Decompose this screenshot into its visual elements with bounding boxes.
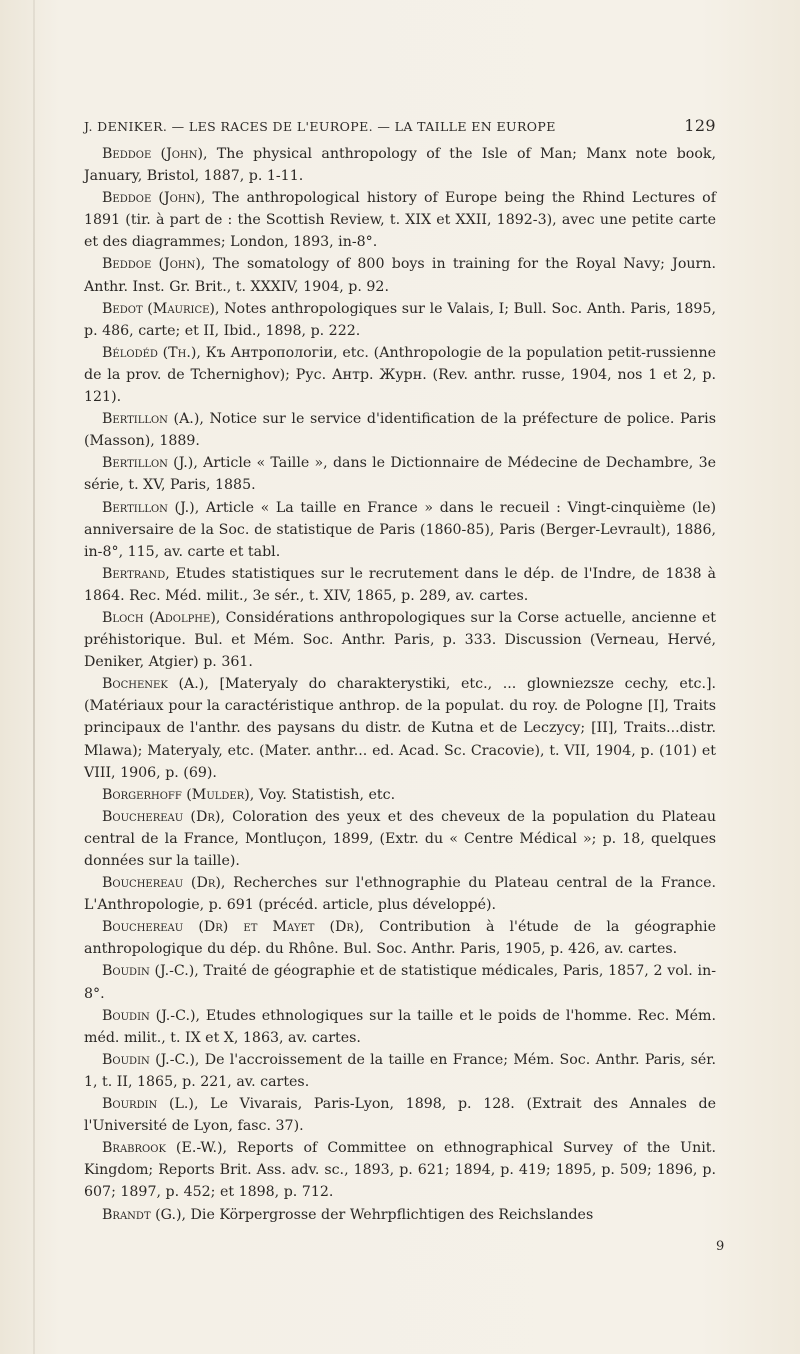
bibliography-entry xyxy=(84,452,716,496)
entry-author: Bélodéd (Th.), xyxy=(102,344,201,361)
bibliography-entry xyxy=(84,1137,716,1203)
bibliography-entry xyxy=(84,872,716,916)
binding-shadow xyxy=(33,0,35,1354)
bibliography-entry xyxy=(84,1093,716,1137)
entry-author: Bochenek (A.), xyxy=(102,676,209,693)
bibliography-entry xyxy=(84,497,716,563)
entry-text: The physical anthropology of the Isle of Man; Manx note book, January, Bristol, 1887, p. 1-11. xyxy=(84,146,716,185)
entry-text: De l'accroissement de la taille en France; Mém. Soc. Anthr. Paris, sér. 1, t. II, 1865, p. 221, av. cartes. xyxy=(84,1051,716,1090)
bibliography-entry xyxy=(84,784,716,806)
running-header xyxy=(84,116,716,138)
entry-text: Considérations anthropologiques sur la Corse actuelle, ancienne et préhistorique. Bul. et Mém. Soc. Anthr. Paris, p. 333. Discussion (Verneau, Hervé, Deniker, Atgier) p. 361. xyxy=(84,609,716,671)
entry-text: Etudes statistiques sur le recrutement dans le dép. de l'Indre, de 1838 à 1864. Rec. Méd. milit., 3e sér., t. XIV, 1865, p. 289, av. cartes. xyxy=(84,565,716,604)
bibliography-entry xyxy=(84,143,716,187)
entry-author: Bouchereau (Dr) et Mayet (Dr), xyxy=(102,919,365,936)
bibliography-entry xyxy=(84,1049,716,1093)
entry-text: Recherches sur l'ethnographie du Plateau central de la France. L'Anthropologie, p. 691 (précéd. article, plus développé). xyxy=(84,875,716,914)
entry-text: Coloration des yeux et des cheveux de la population du Plateau central de la France, Montluçon, 1899, (Extr. du « Centre Médical »; p. 18, quelques données sur la taille). xyxy=(84,808,716,869)
bibliography-entry xyxy=(84,1005,716,1049)
entry-author: Beddoe (John), xyxy=(102,256,206,273)
entry-text: Contribution à l'étude de la géographie anthropologique du dép. du Rhône. Bul. Soc. Anthr. Paris, 1905, p. 426, av. cartes. xyxy=(84,919,716,958)
entry-text: The anthropological history of Europe being the Rhind Lectures of 1891 (tir. à part de : the Scottish Review, t. XIX et XXII, 1892-3), avec une petite carte et des diagrammes; London, 1893, in-8°. xyxy=(84,190,716,251)
entry-text: Reports of Committee on ethnographical Survey of the Unit. Kingdom; Reports Brit. Ass. adv. sc., 1893, p. 621; 1894, p. 419; 1895, p. 509; 1896, p. 607; 1897, p. 452; et 1898, p. 712. xyxy=(84,1140,716,1201)
bibliography-entry xyxy=(84,408,716,452)
entry-text: Le Vivarais, Paris-Lyon, 1898, p. 128. (Extrait des Annales de l'Université de Lyon, fasc. 37). xyxy=(84,1096,716,1135)
entry-author: Beddoe (John), xyxy=(102,146,208,162)
entry-text: [Materyaly do charakterystiki, etc., ... glowniezsze cechy, etc.]. (Matériaux pour la caractéristique anthrop. de la populat. du roy. de Pologne [I], Traits principaux de l'anthr. des paysans du distr. de Kutna et de Leczycy; [II], Traits...distr. Mlawa); Materyaly, etc. (Mater. anthr... ed. Acad. Sc. Cracovie), t. VII, 1904, p. (101) et VIII, 1906, p. (69). xyxy=(84,676,716,781)
bibliography-entry xyxy=(84,563,716,607)
entry-author: Brabrook (E.-W.), xyxy=(102,1140,228,1157)
page-number: 129 xyxy=(684,116,716,135)
entry-text: Voy. Statistish, etc. xyxy=(254,786,396,803)
entry-author: Beddoe (John), xyxy=(102,190,206,207)
entry-author: Bourdin (L.), xyxy=(102,1096,199,1113)
entry-text: Къ Антропологiи, etc. (Anthropologie de la population petit-russienne de la prov. de Tchernighov); Рус. Антр. Журн. (Rev. anthr. russe, 1904, nos 1 et 2, p. 121). xyxy=(84,344,716,406)
entry-text: Notes anthropologiques sur le Valais, I; Bull. Soc. Anth. Paris, 1895, p. 486, carte; et II, Ibid., 1898, p. 222. xyxy=(84,300,716,339)
entry-text: Article « La taille en France » dans le recueil : Vingt-cinquième (le) anniversaire de la Soc. de statistique de Paris (1860-85), Paris (Berger-Levrault), 1886, in-8°, 115, av. carte et tabl. xyxy=(84,499,716,560)
bibliography-entry xyxy=(84,253,716,297)
bibliography-entry xyxy=(84,673,716,783)
entry-author: Boudin (J.-C.), xyxy=(102,1051,200,1068)
entry-author: Boudin (J.-C.), xyxy=(102,1007,200,1024)
entry-author: Borgerhoff (Mulder), xyxy=(102,786,255,803)
bibliography-entry xyxy=(84,607,716,673)
bibliography-list xyxy=(84,143,716,1226)
entry-text: Notice sur le service d'identification de la préfecture de police. Paris (Masson), 1889. xyxy=(84,411,716,450)
bibliography-entry xyxy=(84,916,716,960)
entry-text: The somatology of 800 boys in training for the Royal Navy; Journ. Anthr. Inst. Gr. Brit., t. XXXIV, 1904, p. 92. xyxy=(84,256,716,295)
entry-author: Bloch (Adolphe), xyxy=(102,609,221,626)
bibliography-entry xyxy=(84,342,716,408)
entry-text: Die Körpergrosse der Wehrpflichtigen des Reichslandes xyxy=(186,1206,594,1223)
entry-text: Article « Taille », dans le Dictionnaire de Médecine de Dechambre, 3e série, t. XV, Paris, 1885. xyxy=(84,455,716,494)
entry-author: Bedot (Maurice), xyxy=(102,300,220,317)
entry-author: Bouchereau (Dr), xyxy=(102,875,226,892)
entry-author: Brandt (G.), xyxy=(102,1206,187,1223)
bibliography-entry xyxy=(84,960,716,1004)
entry-text: Traité de géographie et de statistique médicales, Paris, 1857, 2 vol. in-8°. xyxy=(84,963,717,1002)
running-title: J. DENIKER. — LES RACES DE L'EUROPE. — LA TAILLE EN EUROPE xyxy=(84,119,556,134)
bibliography-entry xyxy=(84,298,716,342)
entry-author: Bertrand, xyxy=(102,565,170,582)
signature-mark: 9 xyxy=(716,1239,725,1254)
entry-author: Bertillon (J.), xyxy=(102,455,198,472)
entry-text: Etudes ethnologiques sur la taille et le poids de l'homme. Rec. Mém. méd. milit., t. IX et X, 1863, av. cartes. xyxy=(84,1007,716,1046)
bibliography-entry xyxy=(84,1204,716,1226)
entry-author: Bertillon (A.), xyxy=(102,411,204,428)
bibliography-entry xyxy=(84,806,716,872)
entry-author: Boudin (J.-C.), xyxy=(102,963,199,980)
entry-author: Bouchereau (Dr), xyxy=(102,808,225,825)
entry-author: Bertillon (J.), xyxy=(102,499,200,516)
bibliography-entry xyxy=(84,187,716,253)
